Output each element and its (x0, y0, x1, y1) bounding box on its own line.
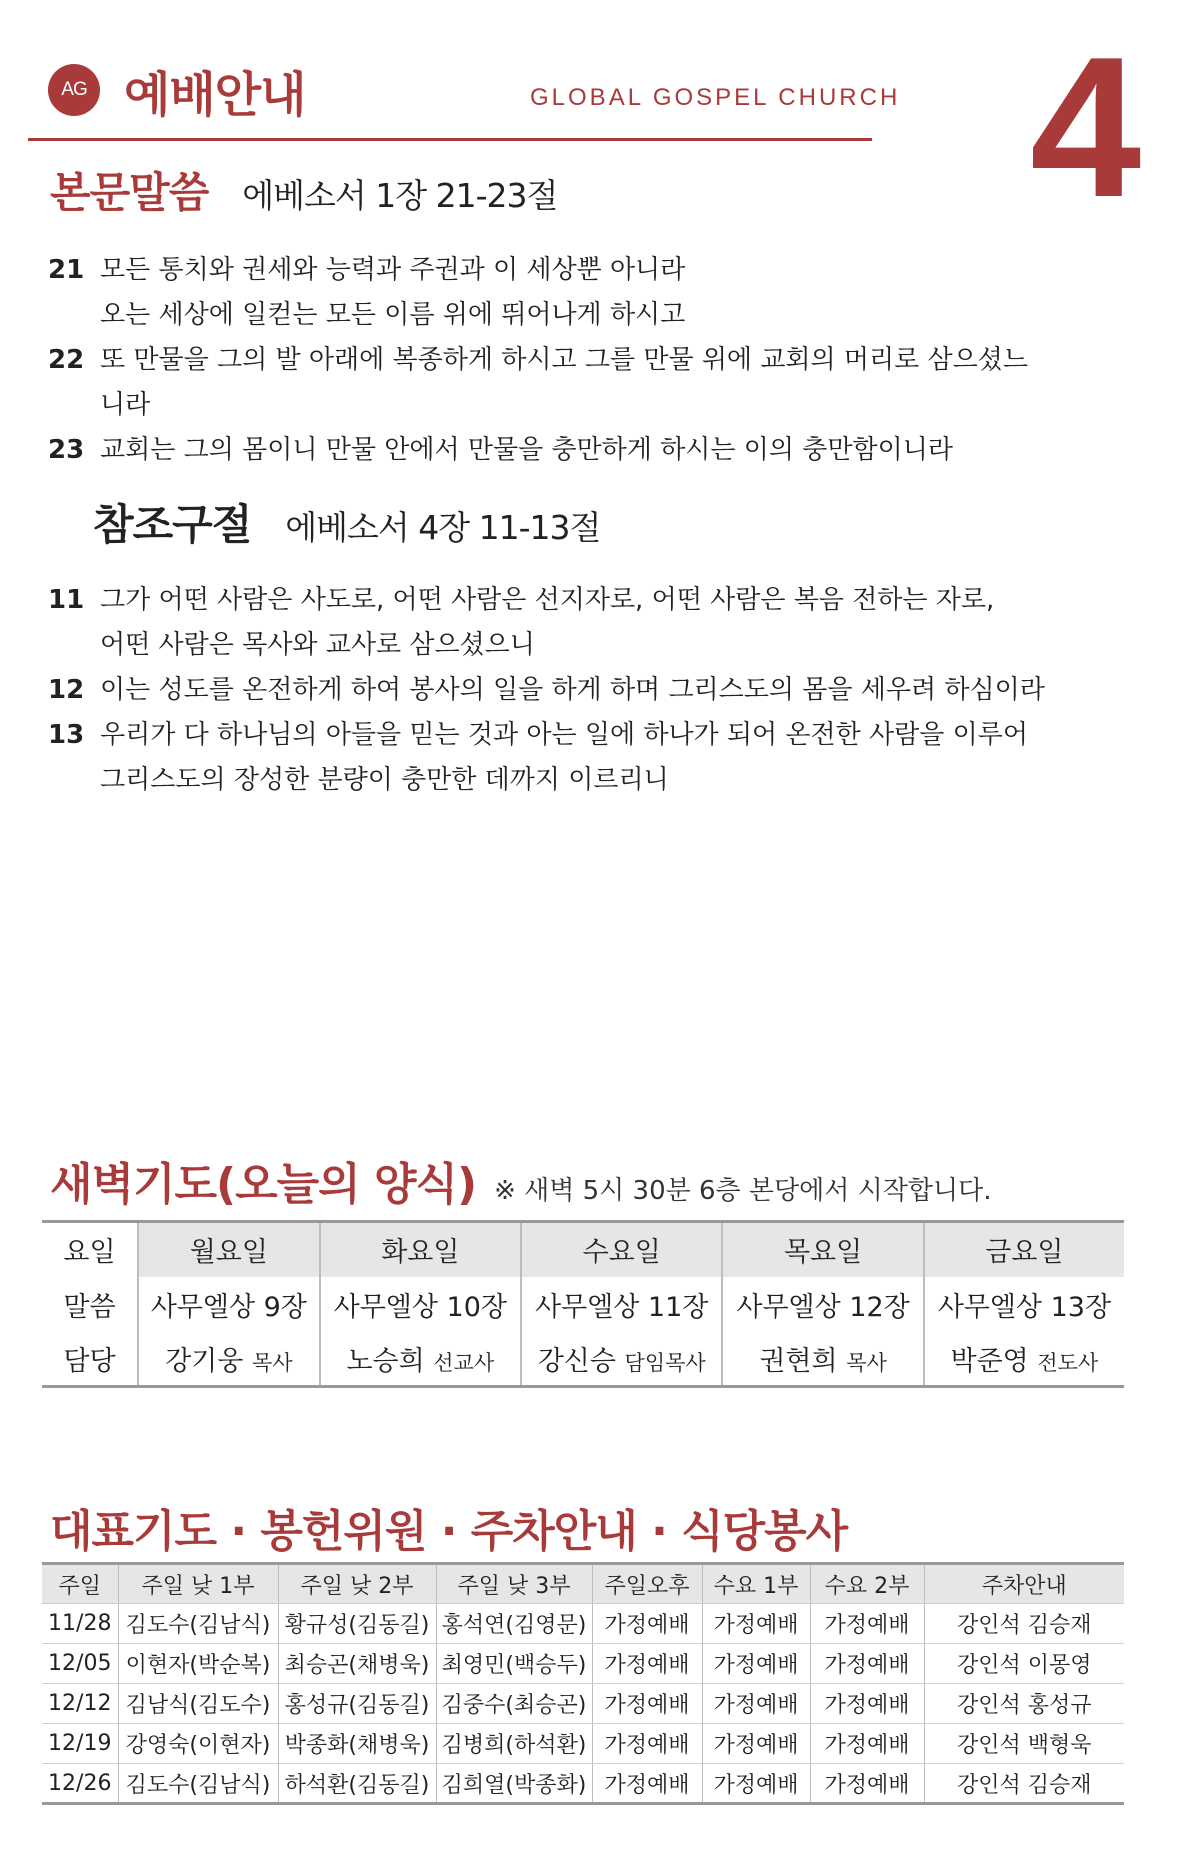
verse-text: 또 만물을 그의 발 아래에 복종하게 하시고 그를 만물 위에 교회의 머리로 삼으셨느니라 (100, 345, 1029, 420)
leader-role: 전도사 (1037, 1350, 1099, 1375)
leader-cell (924, 1332, 1124, 1387)
service-roster-table (42, 1562, 1124, 1805)
table-cell: 이현자(박순복) (118, 1644, 278, 1684)
verse (48, 338, 1048, 428)
table-cell: 강인석 김승재 (924, 1604, 1124, 1644)
column-header: 주일오후 (592, 1564, 702, 1604)
table-cell: 가정예배 (592, 1604, 702, 1644)
verse (48, 428, 1048, 473)
leader-cell (138, 1332, 320, 1387)
table-cell: 가정예배 (810, 1644, 924, 1684)
leader-cell (722, 1332, 923, 1387)
leader-role: 목사 (251, 1350, 293, 1375)
table-cell: 가정예배 (810, 1684, 924, 1724)
date-cell: 12/19 (42, 1724, 118, 1764)
table-cell: 가정예배 (592, 1764, 702, 1804)
row-label: 담당 (42, 1332, 138, 1387)
column-header: 주일 낮 2부 (278, 1564, 436, 1604)
service-roster-heading: 대표기도 · 봉헌위원 · 주차안내 · 식당봉사 (50, 1506, 848, 1557)
day-header: 금요일 (924, 1222, 1124, 1277)
column-header: 주일 낮 1부 (118, 1564, 278, 1604)
dawn-prayer-title: 새벽기도(오늘의 양식) (50, 1159, 477, 1210)
column-header: 수요 1부 (702, 1564, 810, 1604)
reference-scripture-verses (48, 578, 1048, 803)
leader-cell (521, 1332, 722, 1387)
column-header: 주일 (42, 1564, 118, 1604)
verse-number: 13 (48, 720, 85, 750)
table-cell: 홍석연(김영문) (436, 1604, 592, 1644)
dawn-prayer-heading (50, 1148, 992, 1212)
date-cell: 12/12 (42, 1684, 118, 1724)
table-cell: 가정예배 (810, 1764, 924, 1804)
verse-text: 교회는 그의 몸이니 만물 안에서 만물을 충만하게 하시는 이의 충만함이니라 (100, 435, 953, 465)
table-cell: 가정예배 (702, 1764, 810, 1804)
table-row (42, 1684, 1124, 1724)
page-title: 예배안내 (124, 67, 306, 123)
verse (48, 578, 1048, 668)
table-cell: 홍성규(김동길) (278, 1684, 436, 1724)
verse (48, 713, 1048, 803)
reference-scripture-title: 참조구절 (93, 500, 252, 549)
table-cell: 황규성(김동길) (278, 1604, 436, 1644)
day-header: 월요일 (138, 1222, 320, 1277)
verse-text: 그가 어떤 사람은 사도로, 어떤 사람은 선지자로, 어떤 사람은 복음 전하는 자로, 어떤 사람은 목사와 교사로 삼으셨으니 (100, 585, 995, 660)
verse (48, 248, 1048, 338)
verse-number: 23 (48, 435, 85, 465)
row-label: 요일 (42, 1222, 138, 1277)
verse-text: 이는 성도를 온전하게 하여 봉사의 일을 하게 하며 그리스도의 몸을 세우려 하심이라 (100, 675, 1045, 705)
page-number: 4 (1030, 16, 1142, 239)
verse-number: 11 (48, 585, 85, 615)
leader-name: 강기웅 (165, 1345, 244, 1377)
main-scripture-heading (50, 160, 557, 220)
reading-cell: 사무엘상 12장 (722, 1277, 923, 1332)
column-header: 수요 2부 (810, 1564, 924, 1604)
table-cell: 김도수(김남식) (118, 1764, 278, 1804)
row-label: 말씀 (63, 1291, 116, 1323)
date-cell: 12/05 (42, 1644, 118, 1684)
table-cell: 강인석 백형욱 (924, 1724, 1124, 1764)
reading-cell: 사무엘상 11장 (521, 1277, 722, 1332)
table-cell: 가정예배 (702, 1684, 810, 1724)
header-divider (28, 138, 872, 141)
table-cell: 최승곤(채병욱) (278, 1644, 436, 1684)
table-cell: 하석환(김동길) (278, 1764, 436, 1804)
leader-role: 목사 (846, 1350, 887, 1375)
dawn-prayer-table (42, 1220, 1124, 1388)
table-row (42, 1332, 1124, 1387)
column-header: 주일 낮 3부 (436, 1564, 592, 1604)
dawn-prayer-note: ※ 새벽 5시 30분 6층 본당에서 시작합니다. (494, 1176, 992, 1206)
verse-text: 모든 통치와 권세와 능력과 주권과 이 세상뿐 아니라 오는 세상에 일컫는 모든 이름 위에 뛰어나게 하시고 (100, 255, 686, 330)
leader-name: 박준영 (950, 1345, 1029, 1377)
table-cell: 가정예배 (702, 1604, 810, 1644)
table-cell: 강인석 김승재 (924, 1764, 1124, 1804)
verse-number: 22 (48, 345, 85, 375)
leader-cell (320, 1332, 521, 1387)
main-scripture-reference: 에베소서 1장 21-23절 (242, 176, 558, 215)
table-cell: 김희열(박종화) (436, 1764, 592, 1804)
column-header: 주차안내 (924, 1564, 1124, 1604)
table-row (42, 1277, 1124, 1332)
table-cell: 가정예배 (592, 1684, 702, 1724)
table-cell: 가정예배 (702, 1724, 810, 1764)
reading-cell: 사무엘상 13장 (924, 1277, 1124, 1332)
leader-name: 강신승 (537, 1345, 616, 1377)
date-cell: 11/28 (42, 1604, 118, 1644)
table-cell: 김남식(김도수) (118, 1684, 278, 1724)
table-row (42, 1764, 1124, 1804)
day-header: 목요일 (722, 1222, 923, 1277)
main-scripture-title: 본문말씀 (50, 168, 209, 217)
table-cell: 가정예배 (702, 1644, 810, 1684)
table-cell: 강영숙(이현자) (118, 1724, 278, 1764)
table-cell: 가정예배 (592, 1644, 702, 1684)
table-cell: 박종화(채병욱) (278, 1724, 436, 1764)
table-cell: 강인석 이몽영 (924, 1644, 1124, 1684)
table-cell: 가정예배 (810, 1724, 924, 1764)
leader-role: 담임목사 (624, 1350, 706, 1375)
church-logo: AG (48, 64, 100, 116)
verse (48, 668, 1048, 713)
table-cell: 강인석 홍성규 (924, 1684, 1124, 1724)
verse-number: 21 (48, 255, 85, 285)
table-cell: 김병희(하석환) (436, 1724, 592, 1764)
day-header: 수요일 (521, 1222, 722, 1277)
table-cell: 최영민(백승두) (436, 1644, 592, 1684)
reading-cell: 사무엘상 10장 (320, 1277, 521, 1332)
reference-scripture-reference: 에베소서 4장 11-13절 (285, 508, 601, 547)
table-cell: 가정예배 (592, 1724, 702, 1764)
table-row (42, 1604, 1124, 1644)
table-row (42, 1222, 1124, 1277)
verse-text: 우리가 다 하나님의 아들을 믿는 것과 아는 일에 하나가 되어 온전한 사람을 이루어 그리스도의 장성한 분량이 충만한 데까지 이르리니 (100, 720, 1029, 795)
date-cell: 12/26 (42, 1764, 118, 1804)
leader-name: 노승희 (346, 1345, 425, 1377)
reading-cell: 사무엘상 9장 (138, 1277, 320, 1332)
table-row (42, 1724, 1124, 1764)
day-header: 화요일 (320, 1222, 521, 1277)
leader-role: 선교사 (433, 1350, 495, 1375)
table-cell: 김중수(최승곤) (436, 1684, 592, 1724)
reference-scripture-heading (93, 492, 600, 552)
table-row (42, 1644, 1124, 1684)
main-scripture-verses (48, 248, 1048, 473)
table-cell: 김도수(김남식) (118, 1604, 278, 1644)
table-header-row (42, 1564, 1124, 1604)
table-cell: 가정예배 (810, 1604, 924, 1644)
church-name: GLOBAL GOSPEL CHURCH (530, 84, 901, 111)
leader-name: 권현희 (759, 1345, 838, 1377)
verse-number: 12 (48, 675, 85, 705)
